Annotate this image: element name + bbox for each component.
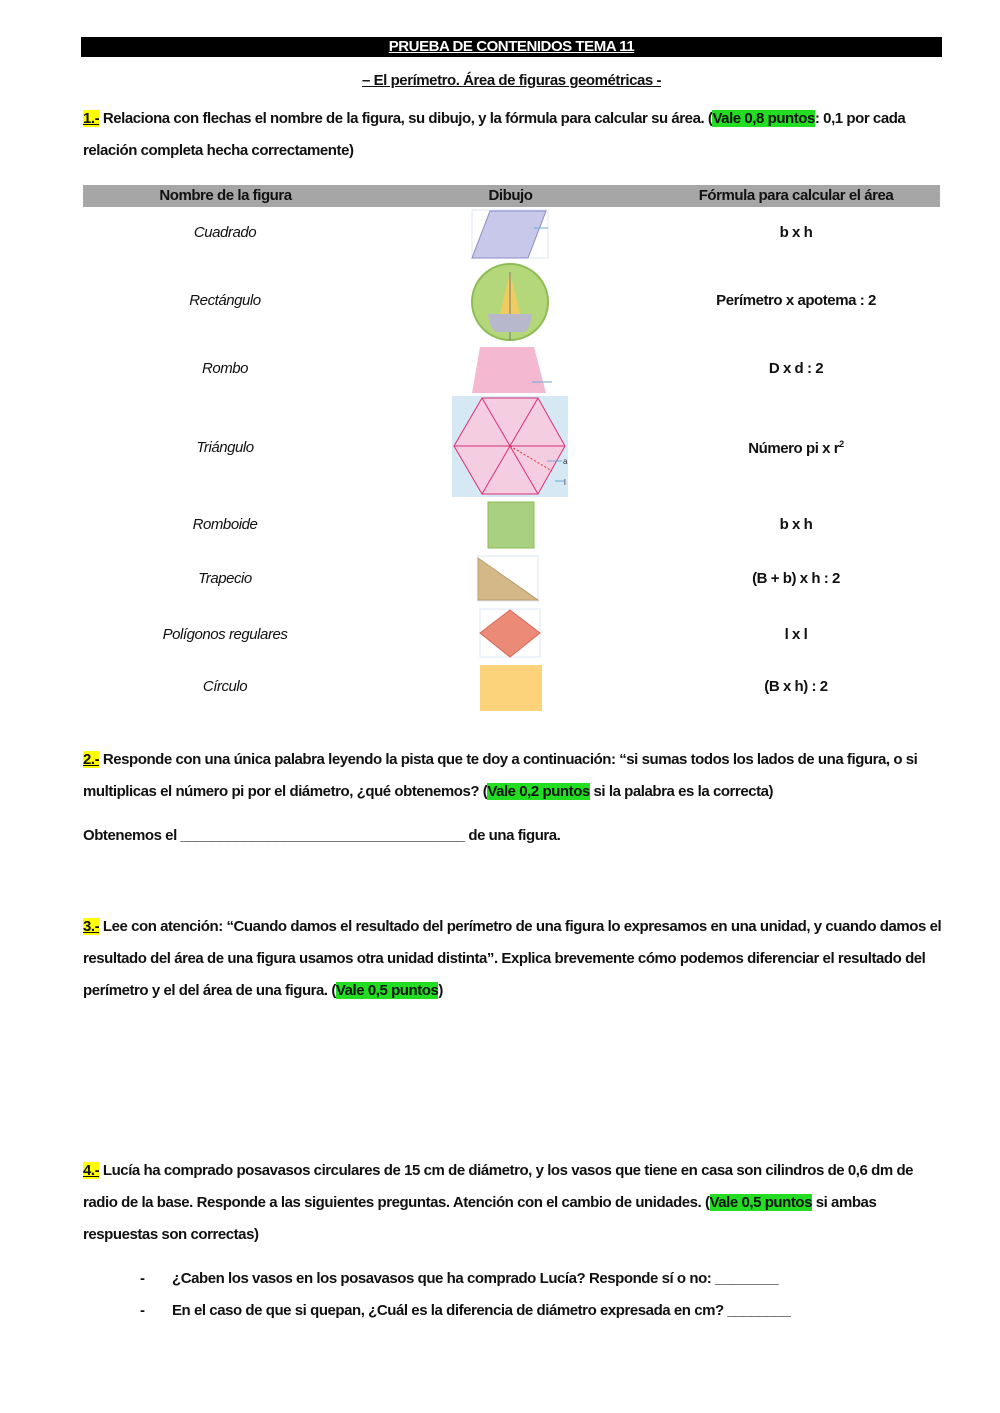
rectangle-drawing <box>479 664 543 712</box>
superscript: 2 <box>839 439 844 449</box>
formula: (B x h) : 2 <box>764 678 828 695</box>
triangle-drawing <box>475 553 541 603</box>
question-text: Responde con una única palabra leyendo la pista que te doy a continuación: “si sumas todos los lados de una figura, o si multiplicas el número pi por el diámetro, ¿qué obtenemos? ( <box>83 751 918 800</box>
bullet-item <box>140 1302 791 1319</box>
answer-blank[interactable]: ____________________________________ <box>180 827 465 844</box>
question-text: : 0,1 por cada relación completa hecha correctamente) <box>83 110 906 159</box>
formula-text: Número pi x r <box>748 440 840 457</box>
bullet-item <box>140 1270 778 1287</box>
trapezoid-drawing <box>470 345 555 395</box>
figure-name: Círculo <box>202 678 248 695</box>
circle-drawing <box>470 262 550 342</box>
question-text: Lee con atención: “Cuando damos el resultado del perímetro de una figura lo expresamos en una unidad, y cuando damos el resultado del área de una figura usamos otra unidad distinta”. Explica brevemente cómo podemos diferenciar el resultado del perímetro y el del área de una figura. ( <box>83 918 942 999</box>
figure-name: Romboide <box>192 516 258 533</box>
answer-prefix: Obtenemos el <box>83 827 181 844</box>
formula: D x d : 2 <box>768 360 824 377</box>
bullet-dash: - <box>140 1302 145 1319</box>
header-formula: Fórmula para calcular el área <box>698 187 894 204</box>
apothem-label: a <box>563 457 567 466</box>
points-badge: Vale 0,5 puntos <box>335 982 439 999</box>
side-label: l <box>564 478 566 487</box>
points-badge: Vale 0,2 puntos <box>487 783 590 800</box>
question-number: 4.- <box>83 1162 100 1179</box>
header-name: Nombre de la figura <box>159 187 292 204</box>
table-header <box>83 185 940 207</box>
formula: b x h <box>779 224 813 241</box>
question-number: 2.- <box>83 751 100 768</box>
question-text: si la palabra es la correcta) <box>589 783 774 800</box>
figure-name: Trapecio <box>198 570 252 587</box>
question-text: Lucía ha comprado posavasos circulares de 15 cm de diámetro, y los vasos que tiene en casa son cilindros de 0,6 dm de radio de la base. Responde a las siguientes preguntas. Atención con el cambio de unidades. ( <box>83 1162 914 1211</box>
rhombus-drawing <box>478 607 542 659</box>
question-2 <box>83 744 943 808</box>
document-subtitle: – El perímetro. Área de figuras geométricas - <box>361 72 662 89</box>
square-drawing <box>487 501 535 549</box>
question-1 <box>83 103 943 167</box>
question-text: Relaciona con flechas el nombre de la figura, su dibujo, y la fórmula para calcular su área. ( <box>99 110 713 127</box>
formula: b x h <box>779 516 813 533</box>
bullet-text: ¿Caben los vasos en los posavasos que ha comprado Lucía? Responde sí o no: ________ <box>172 1270 779 1287</box>
figure-name: Cuadrado <box>193 224 257 241</box>
points-badge: Vale 0,8 puntos <box>712 110 815 127</box>
question-4 <box>83 1155 943 1251</box>
rhomboid-drawing <box>470 208 550 260</box>
formula: Perímetro x apotema : 2 <box>716 292 876 309</box>
figure-name: Rombo <box>201 360 249 377</box>
formula: l x l <box>784 626 808 643</box>
figure-name: Rectángulo <box>189 292 261 309</box>
header-drawing: Dibujo <box>488 187 533 204</box>
bullet-text: En el caso de que si quepan, ¿Cuál es la diferencia de diámetro expresada en cm? ________ <box>172 1302 791 1319</box>
document-title: PRUEBA DE CONTENIDOS TEMA 11 <box>81 37 942 57</box>
answer-line <box>83 820 943 852</box>
answer-suffix: de una figura. <box>464 827 561 844</box>
question-number: 1.- <box>83 110 100 127</box>
question-text: ) <box>438 982 443 999</box>
figure-name: Triángulo <box>196 439 254 456</box>
points-badge: Vale 0,5 puntos <box>709 1194 813 1211</box>
bullet-dash: - <box>140 1270 145 1287</box>
question-3 <box>83 911 943 1007</box>
formula <box>660 439 932 457</box>
question-number: 3.- <box>83 918 100 935</box>
hexagon-drawing <box>452 396 568 497</box>
formula: (B + b) x h : 2 <box>752 570 840 587</box>
figure-name: Polígonos regulares <box>162 626 288 643</box>
question-text: si ambas respuestas son correctas) <box>83 1194 877 1243</box>
